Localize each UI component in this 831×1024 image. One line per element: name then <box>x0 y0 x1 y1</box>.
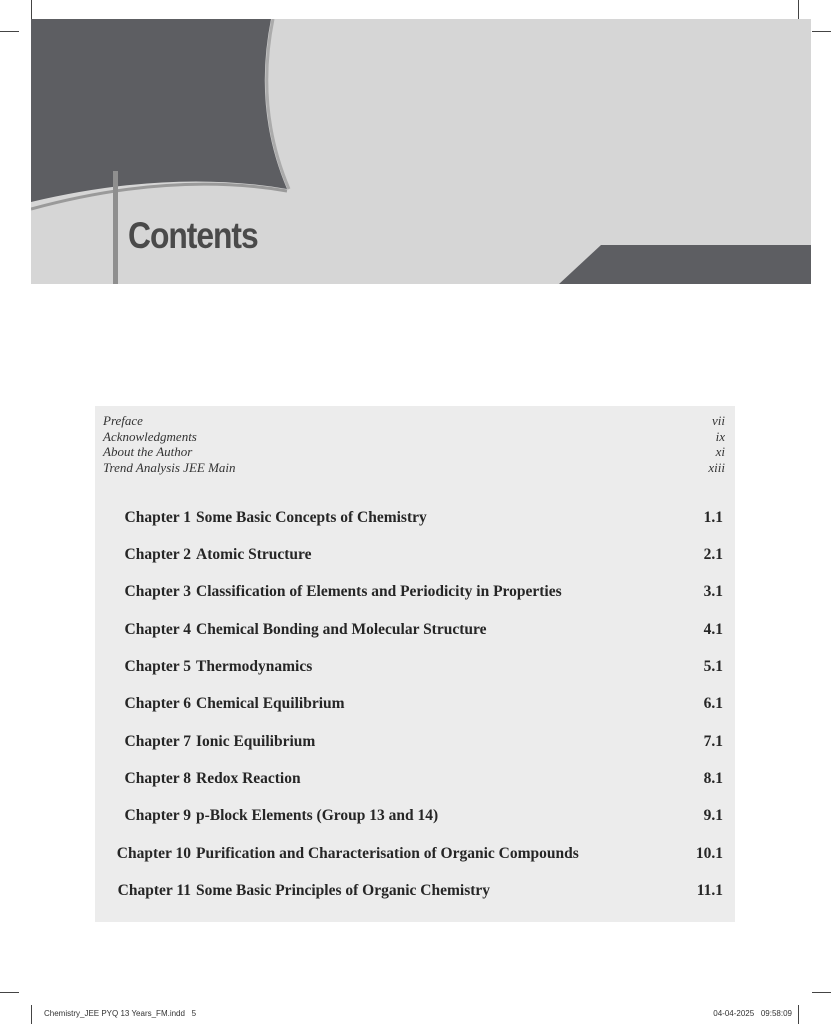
dark-canopy-shape <box>31 19 287 202</box>
chapter-title: Chemical Equilibrium <box>196 695 345 712</box>
chapter-title: Classification of Elements and Periodicity in Properties <box>196 583 562 600</box>
chapter-page: 7.1 <box>703 733 723 750</box>
slug-timestamp: 04-04-2025 09:58:09 <box>713 1009 792 1018</box>
chapter-title: Thermodynamics <box>196 658 313 675</box>
dark-corner-shape <box>559 245 811 284</box>
chapter-number: Chapter 9 <box>124 807 191 824</box>
chapter-page: 6.1 <box>703 695 723 712</box>
front-matter-list <box>103 413 725 475</box>
slug-file-name: Chemistry_JEE PYQ 13 Years_FM.indd 5 <box>44 1009 197 1018</box>
chapter-title: Redox Reaction <box>196 770 301 787</box>
chapter-row[interactable] <box>103 621 723 643</box>
crop-mark <box>0 992 19 993</box>
front-matter-page: ix <box>715 428 725 444</box>
chapter-number: Chapter 2 <box>124 546 191 563</box>
front-matter-label: About the Author <box>103 444 193 460</box>
crop-mark <box>31 1005 32 1024</box>
chapter-page: 4.1 <box>703 621 723 638</box>
chapter-row[interactable] <box>103 845 723 867</box>
crop-mark <box>798 1005 799 1024</box>
crop-mark <box>0 31 19 32</box>
front-matter-item[interactable] <box>103 429 725 445</box>
chapter-title: Chemical Bonding and Molecular Structure <box>196 621 487 638</box>
crop-mark <box>812 992 831 993</box>
chapter-number: Chapter 3 <box>124 583 191 600</box>
front-matter-page: xi <box>715 444 725 460</box>
chapter-row[interactable] <box>103 695 723 717</box>
chapter-row[interactable] <box>103 509 723 531</box>
front-matter-label: Acknowledgments <box>103 428 197 444</box>
chapter-page: 3.1 <box>703 583 723 600</box>
chapter-row[interactable] <box>103 546 723 568</box>
chapter-page: 10.1 <box>695 845 723 862</box>
chapter-page: 9.1 <box>703 807 723 824</box>
chapter-number: Chapter 5 <box>124 658 191 675</box>
chapter-number: Chapter 11 <box>117 882 191 899</box>
table-of-contents <box>95 406 735 922</box>
front-matter-label: Preface <box>103 413 143 428</box>
chapter-title: Some Basic Concepts of Chemistry <box>196 509 427 526</box>
chapter-title: Purification and Characterisation of Organic Compounds <box>196 845 579 862</box>
chapter-number: Chapter 1 <box>124 509 191 526</box>
chapter-row[interactable] <box>103 733 723 755</box>
chapter-page: 5.1 <box>703 658 723 675</box>
chapter-title: Ionic Equilibrium <box>196 733 316 750</box>
front-matter-item[interactable] <box>103 413 725 429</box>
chapter-number: Chapter 4 <box>124 621 191 638</box>
chapter-page: 8.1 <box>703 770 723 787</box>
chapter-row[interactable] <box>103 882 723 904</box>
title-vertical-bar <box>113 171 118 284</box>
chapter-row[interactable] <box>103 583 723 605</box>
contents-header-banner <box>31 19 811 284</box>
page-title: Contents <box>128 215 258 256</box>
front-matter-page: xiii <box>708 459 725 475</box>
chapter-row[interactable] <box>103 658 723 680</box>
crop-mark <box>31 0 32 19</box>
chapter-title: Some Basic Principles of Organic Chemistry <box>196 882 491 899</box>
chapter-page: 2.1 <box>703 546 723 563</box>
chapter-page: 11.1 <box>696 882 723 899</box>
front-matter-item[interactable] <box>103 460 725 476</box>
crop-mark <box>798 0 799 19</box>
chapter-number: Chapter 7 <box>124 733 191 750</box>
chapter-row[interactable] <box>103 807 723 829</box>
front-matter-label: Trend Analysis JEE Main <box>103 459 236 475</box>
chapter-row[interactable] <box>103 770 723 792</box>
chapter-number: Chapter 10 <box>116 845 191 862</box>
front-matter-page: vii <box>712 413 725 428</box>
front-matter-item[interactable] <box>103 444 725 460</box>
chapter-page: 1.1 <box>703 509 723 526</box>
chapter-title: Atomic Structure <box>196 546 312 563</box>
chapter-title: p-Block Elements (Group 13 and 14) <box>196 807 439 824</box>
crop-mark <box>812 31 831 32</box>
chapter-number: Chapter 6 <box>124 695 191 712</box>
chapter-number: Chapter 8 <box>124 770 191 787</box>
